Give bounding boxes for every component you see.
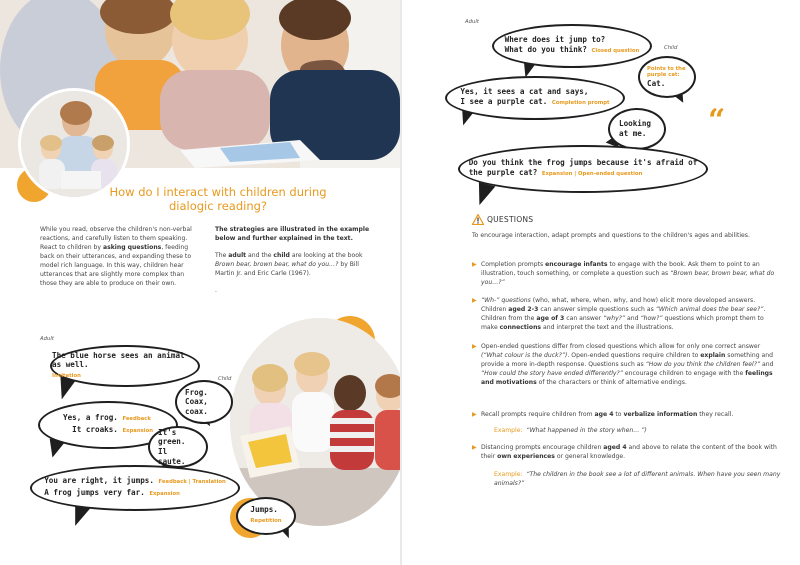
intro-paragraph: While you read, observe the children's non-verbal reactions, and carefully listen to them speaking. React to children by asking questions, feeding back on their utterances, and expanding these to model rich language. In this way, children hear utterances that are slightly more complex than those they are able to produce on their own. — [40, 226, 192, 287]
role-child-label: Child — [664, 45, 678, 51]
bubble-tail — [474, 182, 496, 207]
speech-bubble-jumps-far: You are right, it jumps. Feedback | Translation A frog jumps very far. Expansion — [30, 465, 240, 511]
warning-icon — [472, 214, 484, 225]
speech-bubble-open-question: Do you think the frog jumps because it's afraid of the purple cat? Expansion | Open-ended question — [458, 145, 708, 193]
list-item-open-ended: ▶ Open-ended questions differ from closed questions which allow for only one correct answer (“What colour is the duck?”). Open-ended questions require children to explain something and provide a more in-depth response. Questions such as “How do you think the children feel?” and “How could the story have ended differently?” encourage children to engage with the feelings and motivations of the characters or think of alternative endings. — [472, 343, 774, 387]
quote-mark-icon: “ — [708, 103, 726, 138]
arrow-bullet-icon: ▶ — [472, 261, 477, 268]
page-title: How do I interact with children during dialogic reading? — [109, 185, 327, 213]
list-item-wh-questions: ▶ “Wh-” questions (who, what, where, when, why, and how) elicit more developed answers. Children aged 2-3 can answer simple questions such as “Which animal does the bear see?”. Children from the age of 3 can answer “why?” and “how?” questions which prompt them to make connections and interpret the text and the illustrations. — [472, 297, 766, 332]
right-page — [402, 0, 800, 565]
arrow-bullet-icon: ▶ — [472, 343, 477, 350]
speech-bubble-green: It's green. Il saute. — [148, 426, 208, 468]
section-intro: To encourage interaction, adapt prompts and questions to the children's ages and abilities. — [472, 232, 750, 239]
example-recall: Example: “What happened in the story when… ”) — [494, 427, 647, 434]
list-item-recall: ▶ Recall prompts require children from age 4 to verbalize information they recall. — [472, 411, 734, 418]
arrow-bullet-icon: ▶ — [472, 411, 477, 418]
role-child-label: Child — [218, 376, 232, 382]
speech-bubble-looking: Looking at me. — [608, 108, 666, 150]
list-item-completion: ▶ Completion prompts encourage infants to engage with the book. Ask them to point to an illustration, touch something, or complete a question such as “Brown bear, brown bear, what do you…?” — [472, 261, 775, 287]
section-title: QUESTIONS — [487, 215, 534, 224]
speech-bubble-completion-prompt: Yes, it sees a cat and says, I see a purple cat. Completion prompt — [445, 76, 625, 120]
speech-bubble-jumps: Jumps. Repetition — [236, 497, 296, 535]
example-distancing: Example: “The children in the book see a lot of different animals. When have you seen many animals?” — [494, 471, 781, 487]
speech-bubble-feedback: Yes, a frog. Feedback It croaks. Expansion — [38, 401, 178, 449]
arrow-bullet-icon: ▶ — [472, 297, 477, 304]
strategies-text: The adult and the child are looking at the book Brown bear, brown bear, what do you…? by Bill Martin Jr. and Eric Carle (1967). — [215, 252, 363, 277]
speech-bubble-cat: Points to the purple cat: Cat. — [638, 56, 696, 98]
questions-header — [472, 214, 533, 225]
speech-bubble-frog: Frog. Coax, coax. — [175, 380, 233, 424]
speech-bubble-closed-question: Where does it jump to? What do you think? Closed question — [492, 24, 652, 68]
role-adult-label: Adult — [465, 19, 479, 25]
arrow-bullet-icon: ▶ — [472, 444, 477, 451]
list-item-distancing: ▶ Distancing prompts encourage children aged 4 and above to relate the content of the book with their own experiences or general knowledge. — [472, 444, 777, 461]
role-adult-label: Adult — [40, 336, 54, 342]
mother-children-reading-photo — [18, 88, 130, 200]
strategies-heading: The strategies are illustrated in the example below and further explained in the text. — [215, 226, 370, 242]
stray-dot: . — [215, 287, 217, 294]
speech-bubble-invitation: The blue horse sees an animal as well. Invitation — [50, 345, 200, 387]
children-reading-photo — [230, 318, 400, 526]
